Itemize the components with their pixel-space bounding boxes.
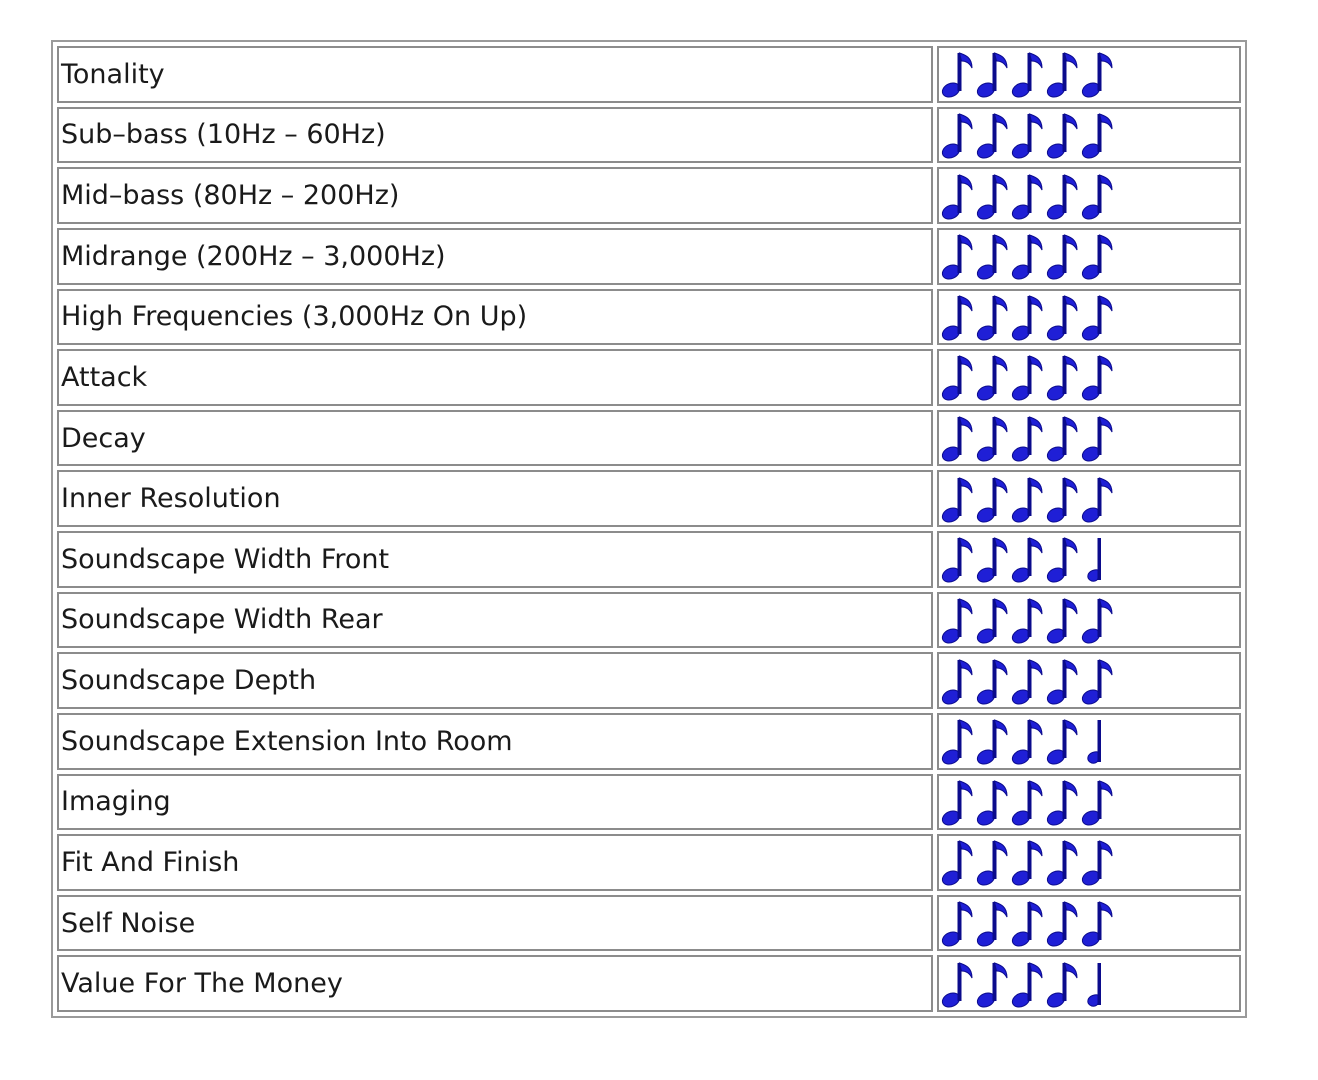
- note-rating: [941, 169, 1239, 222]
- rating-score-cell: [937, 46, 1241, 103]
- music-note-icon: [976, 352, 1010, 402]
- music-note-icon: [1046, 777, 1080, 827]
- note-rating: [941, 48, 1239, 101]
- table-row: [57, 592, 1241, 649]
- table-row: [57, 410, 1241, 467]
- table-row: [57, 713, 1241, 770]
- music-note-icon: [1011, 49, 1045, 99]
- rating-score-cell: [937, 107, 1241, 164]
- music-note-icon: [976, 413, 1010, 463]
- music-note-icon: [941, 959, 975, 1009]
- table-row: [57, 834, 1241, 891]
- note-rating: [941, 715, 1239, 768]
- rating-category-label: Mid–bass (80Hz – 200Hz): [57, 167, 933, 224]
- music-note-icon: [1046, 656, 1080, 706]
- note-rating: [941, 836, 1239, 889]
- table-row: [57, 470, 1241, 527]
- music-note-icon: [1011, 231, 1045, 281]
- rating-score-cell: [937, 713, 1241, 770]
- music-note-icon: [1081, 49, 1115, 99]
- music-note-icon: [1011, 352, 1045, 402]
- table-row: [57, 167, 1241, 224]
- music-note-icon: [941, 534, 975, 584]
- music-note-icon: [1081, 352, 1115, 402]
- music-note-icon: [1046, 49, 1080, 99]
- music-note-icon: [941, 352, 975, 402]
- table-row: [57, 107, 1241, 164]
- music-note-icon: [1011, 292, 1045, 342]
- music-note-icon: [1081, 292, 1115, 342]
- music-note-icon: [1046, 231, 1080, 281]
- note-rating: [941, 897, 1239, 950]
- rating-score-cell: [937, 167, 1241, 224]
- music-note-icon: [1011, 959, 1045, 1009]
- rating-score-cell: [937, 895, 1241, 952]
- music-note-icon: [976, 777, 1010, 827]
- half-music-note-icon: [1081, 959, 1103, 1009]
- table-row: [57, 228, 1241, 285]
- table-row: [57, 955, 1241, 1012]
- note-rating: [941, 109, 1239, 162]
- music-note-icon: [1046, 474, 1080, 524]
- rating-category-label: Imaging: [57, 774, 933, 831]
- music-note-icon: [1081, 837, 1115, 887]
- table-row: [57, 774, 1241, 831]
- music-note-icon: [976, 292, 1010, 342]
- rating-score-cell: [937, 834, 1241, 891]
- music-note-icon: [1011, 656, 1045, 706]
- music-note-icon: [976, 231, 1010, 281]
- music-note-icon: [941, 656, 975, 706]
- note-rating: [941, 412, 1239, 465]
- music-note-icon: [941, 777, 975, 827]
- music-note-icon: [1046, 110, 1080, 160]
- rating-category-label: Attack: [57, 349, 933, 406]
- rating-score-cell: [937, 349, 1241, 406]
- music-note-icon: [1011, 595, 1045, 645]
- half-music-note-icon: [1081, 716, 1103, 766]
- music-note-icon: [976, 959, 1010, 1009]
- rating-category-label: Soundscape Width Rear: [57, 592, 933, 649]
- table-row: [57, 895, 1241, 952]
- note-rating: [941, 776, 1239, 829]
- music-note-icon: [941, 898, 975, 948]
- music-note-icon: [976, 534, 1010, 584]
- rating-score-cell: [937, 410, 1241, 467]
- note-rating: [941, 291, 1239, 344]
- music-note-icon: [1046, 837, 1080, 887]
- music-note-icon: [1081, 171, 1115, 221]
- music-note-icon: [1081, 777, 1115, 827]
- music-note-icon: [941, 49, 975, 99]
- music-note-icon: [941, 716, 975, 766]
- note-rating: [941, 957, 1239, 1010]
- music-note-icon: [1046, 898, 1080, 948]
- music-note-icon: [1046, 595, 1080, 645]
- music-note-icon: [1011, 777, 1045, 827]
- music-note-icon: [976, 110, 1010, 160]
- rating-score-cell: [937, 955, 1241, 1012]
- music-note-icon: [1046, 352, 1080, 402]
- note-rating: [941, 351, 1239, 404]
- rating-category-label: Fit And Finish: [57, 834, 933, 891]
- music-note-icon: [1081, 413, 1115, 463]
- note-rating: [941, 533, 1239, 586]
- music-note-icon: [1081, 656, 1115, 706]
- music-note-icon: [1011, 110, 1045, 160]
- rating-category-label: Self Noise: [57, 895, 933, 952]
- rating-category-label: Value For The Money: [57, 955, 933, 1012]
- rating-score-cell: [937, 289, 1241, 346]
- rating-table: [51, 40, 1247, 1018]
- table-row: [57, 46, 1241, 103]
- note-rating: [941, 594, 1239, 647]
- music-note-icon: [1011, 474, 1045, 524]
- rating-category-label: Soundscape Depth: [57, 652, 933, 709]
- rating-category-label: Soundscape Extension Into Room: [57, 713, 933, 770]
- note-rating: [941, 472, 1239, 525]
- music-note-icon: [1011, 716, 1045, 766]
- music-note-icon: [1046, 959, 1080, 1009]
- music-note-icon: [976, 49, 1010, 99]
- rating-category-label: Tonality: [57, 46, 933, 103]
- music-note-icon: [941, 595, 975, 645]
- table-row: [57, 349, 1241, 406]
- music-note-icon: [941, 110, 975, 160]
- music-note-icon: [941, 837, 975, 887]
- music-note-icon: [1011, 171, 1045, 221]
- rating-category-label: Decay: [57, 410, 933, 467]
- music-note-icon: [1046, 413, 1080, 463]
- rating-score-cell: [937, 531, 1241, 588]
- rating-score-cell: [937, 774, 1241, 831]
- music-note-icon: [1011, 413, 1045, 463]
- note-rating: [941, 230, 1239, 283]
- rating-category-label: High Frequencies (3,000Hz On Up): [57, 289, 933, 346]
- music-note-icon: [941, 413, 975, 463]
- music-note-icon: [1011, 837, 1045, 887]
- music-note-icon: [976, 595, 1010, 645]
- music-note-icon: [976, 898, 1010, 948]
- music-note-icon: [941, 231, 975, 281]
- music-note-icon: [1081, 110, 1115, 160]
- music-note-icon: [976, 716, 1010, 766]
- music-note-icon: [1011, 534, 1045, 584]
- music-note-icon: [976, 656, 1010, 706]
- music-note-icon: [1046, 534, 1080, 584]
- rating-category-label: Sub–bass (10Hz – 60Hz): [57, 107, 933, 164]
- rating-score-cell: [937, 470, 1241, 527]
- table-row: [57, 531, 1241, 588]
- half-music-note-icon: [1081, 534, 1103, 584]
- music-note-icon: [1046, 716, 1080, 766]
- rating-score-cell: [937, 652, 1241, 709]
- music-note-icon: [976, 837, 1010, 887]
- music-note-icon: [976, 474, 1010, 524]
- music-note-icon: [1011, 898, 1045, 948]
- music-note-icon: [1081, 231, 1115, 281]
- rating-score-cell: [937, 592, 1241, 649]
- note-rating: [941, 654, 1239, 707]
- music-note-icon: [1081, 898, 1115, 948]
- rating-category-label: Soundscape Width Front: [57, 531, 933, 588]
- music-note-icon: [1046, 292, 1080, 342]
- music-note-icon: [941, 171, 975, 221]
- rating-category-label: Inner Resolution: [57, 470, 933, 527]
- rating-category-label: Midrange (200Hz – 3,000Hz): [57, 228, 933, 285]
- music-note-icon: [941, 292, 975, 342]
- table-row: [57, 652, 1241, 709]
- rating-table-body: [57, 46, 1241, 1012]
- music-note-icon: [1046, 171, 1080, 221]
- rating-score-cell: [937, 228, 1241, 285]
- table-row: [57, 289, 1241, 346]
- music-note-icon: [1081, 474, 1115, 524]
- music-note-icon: [1081, 595, 1115, 645]
- music-note-icon: [976, 171, 1010, 221]
- music-note-icon: [941, 474, 975, 524]
